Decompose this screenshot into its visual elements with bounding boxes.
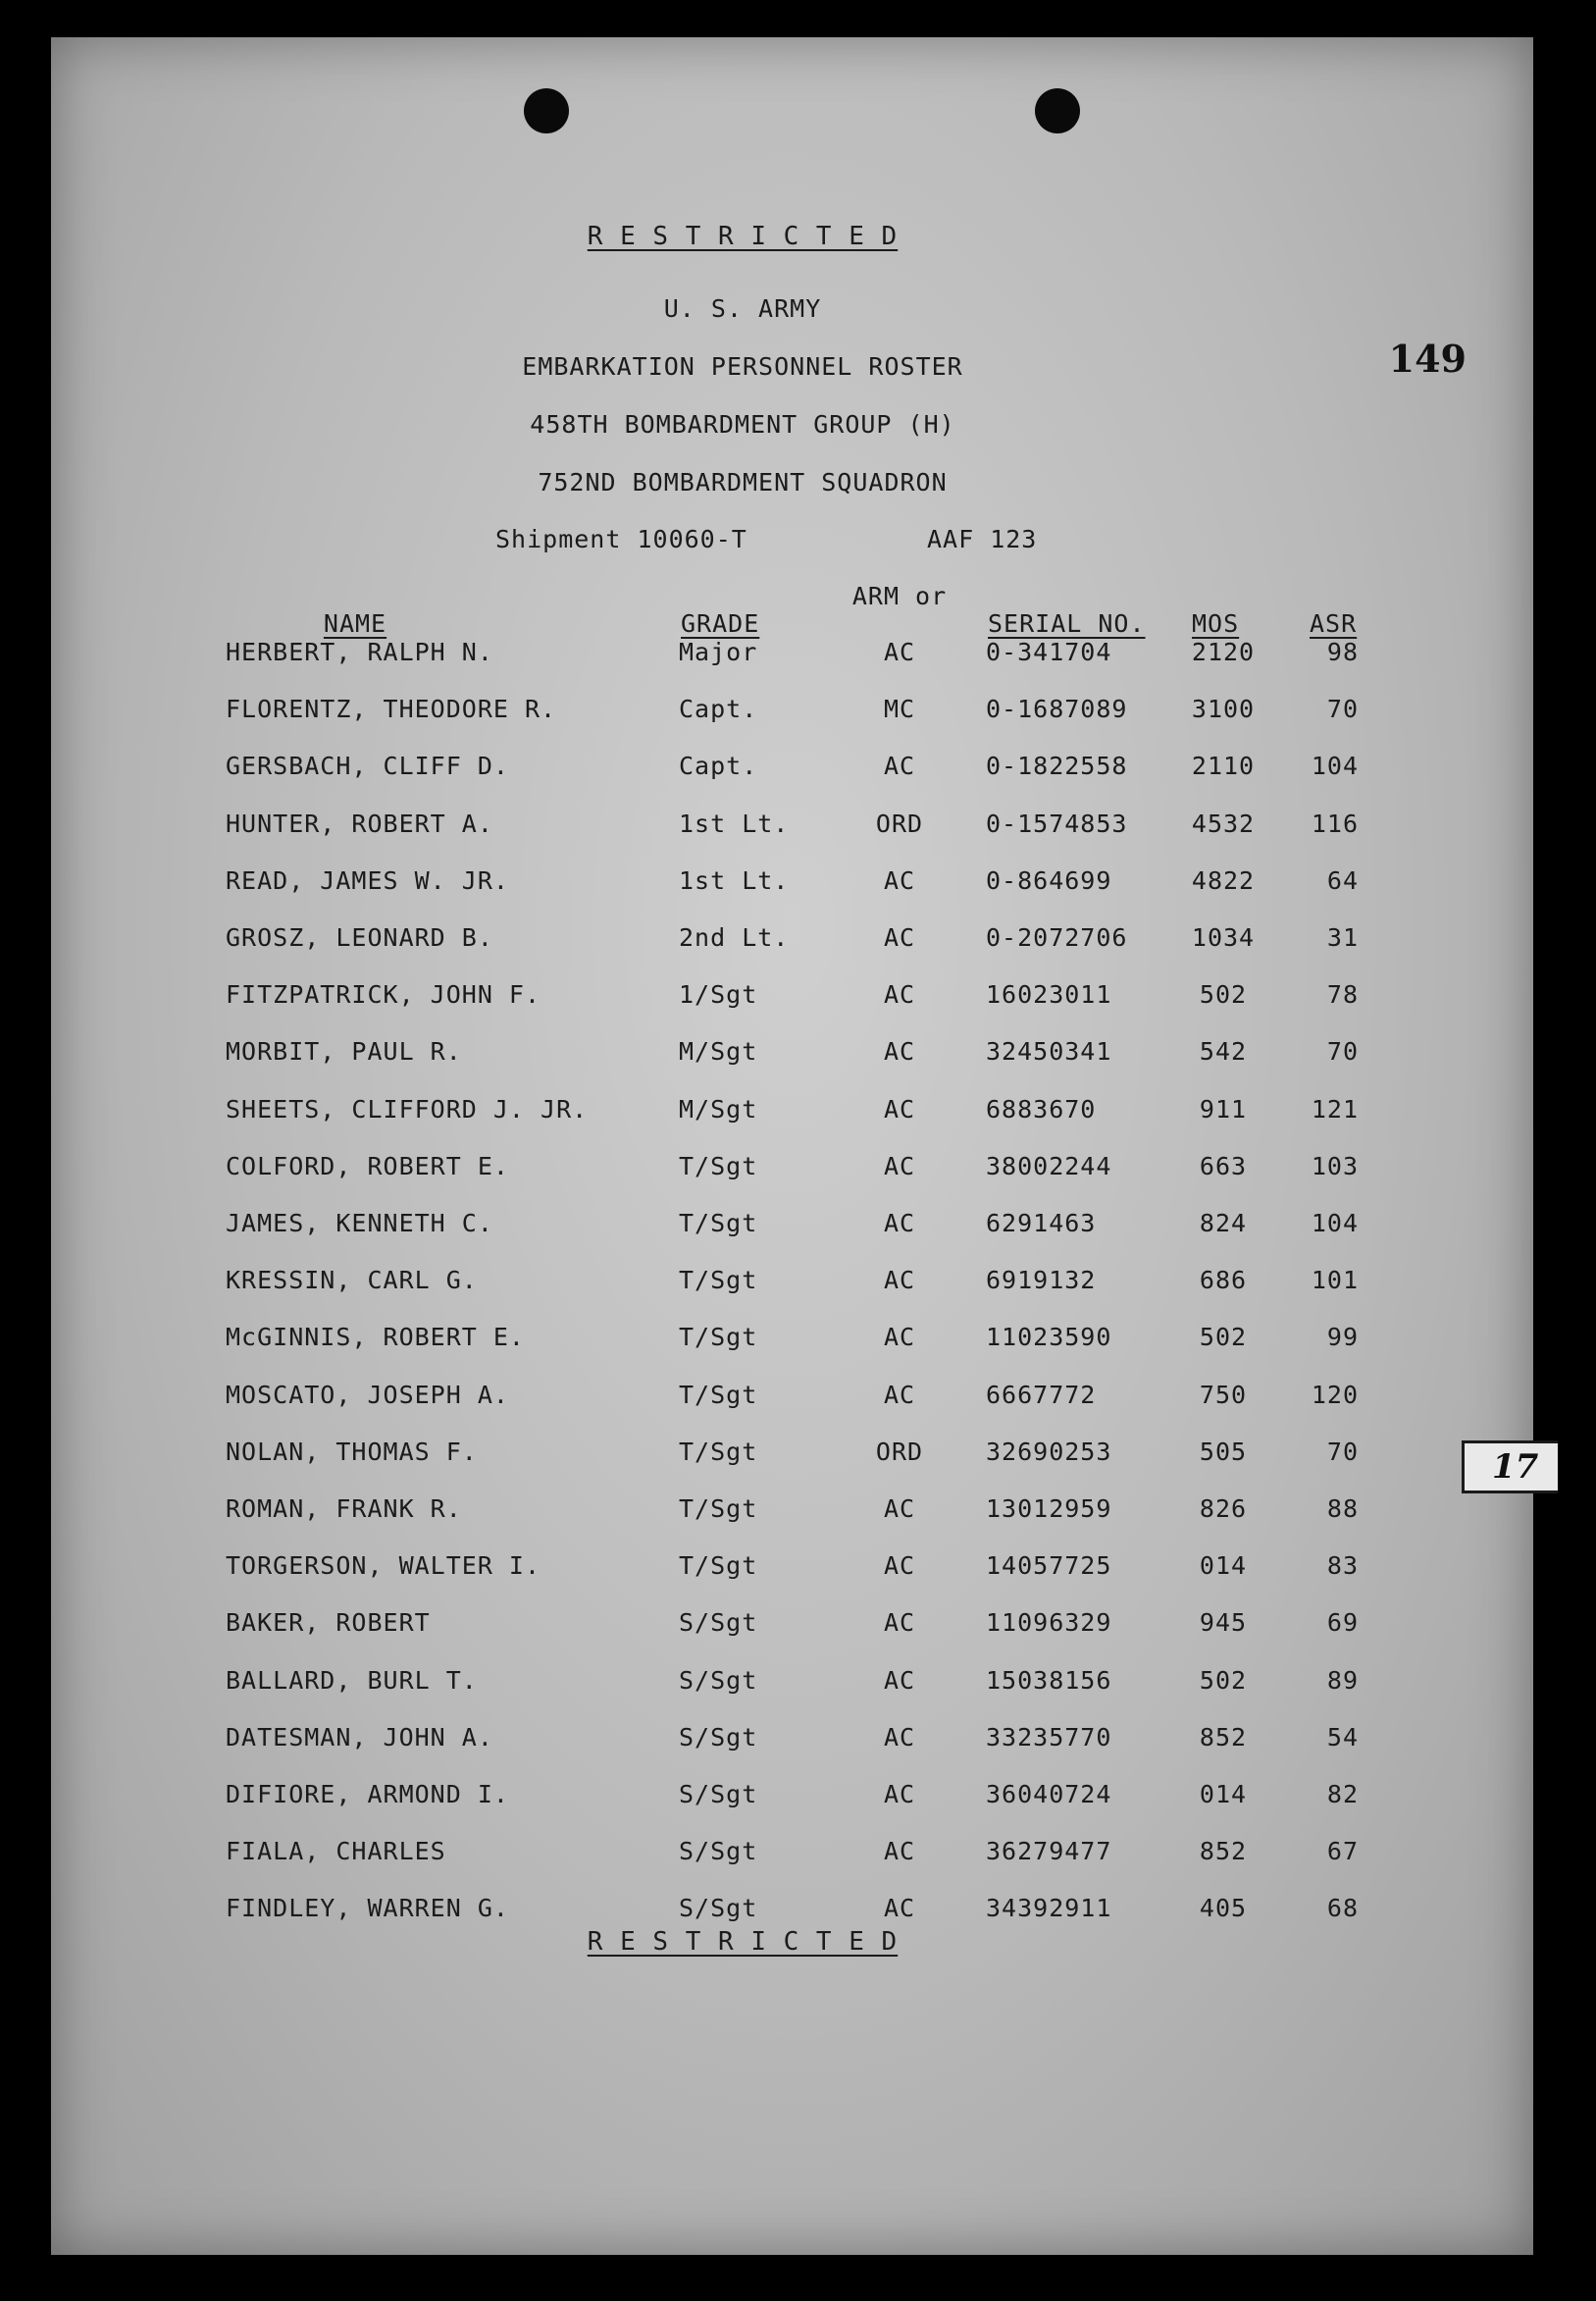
table-row <box>51 1666 1533 1705</box>
cell-service: AC <box>883 1723 916 1752</box>
cell-asr: 104 <box>1311 1209 1359 1237</box>
cell-name: MORBIT, PAUL R. <box>226 1037 462 1066</box>
cell-service: AC <box>883 1323 916 1351</box>
cell-grade: T/Sgt <box>679 1494 758 1523</box>
cell-grade: T/Sgt <box>679 1438 758 1466</box>
cell-name: MOSCATO, JOSEPH A. <box>226 1381 509 1409</box>
classification-top: R E S T R I C T E D <box>587 222 899 251</box>
cell-serial: 34392911 <box>986 1894 1112 1922</box>
cell-service: AC <box>883 1095 916 1124</box>
cell-asr: 103 <box>1311 1152 1359 1180</box>
cell-name: ROMAN, FRANK R. <box>226 1494 462 1523</box>
cell-name: SHEETS, CLIFFORD J. JR. <box>226 1095 589 1124</box>
table-row <box>51 695 1533 734</box>
classification-bottom: R E S T R I C T E D <box>587 1927 899 1957</box>
cell-grade: 1st Lt. <box>679 810 790 838</box>
cell-service: MC <box>883 695 916 723</box>
cell-service: AC <box>883 923 916 952</box>
cell-mos: 852 <box>1199 1837 1248 1865</box>
cell-grade: T/Sgt <box>679 1266 758 1294</box>
org-title: U. S. ARMY <box>663 294 822 323</box>
cell-grade: S/Sgt <box>679 1894 758 1922</box>
cell-serial: 11023590 <box>986 1323 1112 1351</box>
cell-mos: 505 <box>1199 1438 1248 1466</box>
cell-grade: T/Sgt <box>679 1152 758 1180</box>
cell-service: AC <box>883 638 916 666</box>
cell-asr: 83 <box>1326 1551 1359 1580</box>
cell-asr: 104 <box>1311 752 1359 780</box>
index-tab-label: 17 <box>1492 1447 1539 1487</box>
cell-grade: Capt. <box>679 695 758 723</box>
roster-title: EMBARKATION PERSONNEL ROSTER <box>522 352 963 381</box>
cell-service: AC <box>883 866 916 895</box>
page-number: 149 <box>1388 337 1467 381</box>
cell-name: DIFIORE, ARMOND I. <box>226 1780 509 1808</box>
cell-asr: 31 <box>1326 923 1359 952</box>
cell-asr: 64 <box>1326 866 1359 895</box>
cell-serial: 6291463 <box>986 1209 1097 1237</box>
table-row <box>51 1438 1533 1477</box>
col-header-arm: ARM or <box>851 582 948 610</box>
cell-service: ORD <box>875 810 924 838</box>
cell-mos: 2120 <box>1191 638 1256 666</box>
cell-name: TORGERSON, WALTER I. <box>226 1551 541 1580</box>
cell-grade: S/Sgt <box>679 1780 758 1808</box>
cell-mos: 686 <box>1199 1266 1248 1294</box>
cell-mos: 405 <box>1199 1894 1248 1922</box>
table-row <box>51 1323 1533 1362</box>
cell-mos: 502 <box>1199 980 1248 1009</box>
cell-service: AC <box>883 1381 916 1409</box>
cell-grade: Capt. <box>679 752 758 780</box>
cell-name: FITZPATRICK, JOHN F. <box>226 980 541 1009</box>
cell-mos: 750 <box>1199 1381 1248 1409</box>
table-row <box>51 1209 1533 1248</box>
squadron-title: 752ND BOMBARDMENT SQUADRON <box>538 468 948 497</box>
cell-mos: 852 <box>1199 1723 1248 1752</box>
cell-name: GROSZ, LEONARD B. <box>226 923 493 952</box>
col-header-name: NAME <box>323 609 387 638</box>
table-row <box>51 1266 1533 1305</box>
cell-mos: 824 <box>1199 1209 1248 1237</box>
cell-asr: 68 <box>1326 1894 1359 1922</box>
cell-serial: 0-1574853 <box>986 810 1128 838</box>
table-row <box>51 810 1533 849</box>
cell-serial: 13012959 <box>986 1494 1112 1523</box>
cell-mos: 4532 <box>1191 810 1256 838</box>
cell-asr: 54 <box>1326 1723 1359 1752</box>
cell-service: AC <box>883 1152 916 1180</box>
cell-service: ORD <box>875 1438 924 1466</box>
cell-serial: 32450341 <box>986 1037 1112 1066</box>
cell-mos: 945 <box>1199 1608 1248 1637</box>
roster-page <box>51 37 1533 2255</box>
table-row <box>51 923 1533 963</box>
cell-mos: 014 <box>1199 1780 1248 1808</box>
cell-serial: 0-1822558 <box>986 752 1128 780</box>
cell-asr: 78 <box>1326 980 1359 1009</box>
cell-serial: 15038156 <box>986 1666 1112 1695</box>
cell-mos: 502 <box>1199 1323 1248 1351</box>
table-row <box>51 1494 1533 1534</box>
cell-asr: 120 <box>1311 1381 1359 1409</box>
cell-name: BAKER, ROBERT <box>226 1608 431 1637</box>
cell-mos: 911 <box>1199 1095 1248 1124</box>
table-row <box>51 1037 1533 1076</box>
aaf-number: AAF 123 <box>927 525 1038 553</box>
cell-grade: Major <box>679 638 758 666</box>
col-header-grade: GRADE <box>681 609 760 638</box>
cell-name: FLORENTZ, THEODORE R. <box>226 695 557 723</box>
table-row <box>51 1152 1533 1191</box>
cell-service: AC <box>883 1666 916 1695</box>
cell-asr: 70 <box>1326 695 1359 723</box>
cell-name: NOLAN, THOMAS F. <box>226 1438 478 1466</box>
cell-mos: 542 <box>1199 1037 1248 1066</box>
table-row <box>51 1551 1533 1591</box>
cell-service: AC <box>883 1837 916 1865</box>
cell-grade: T/Sgt <box>679 1209 758 1237</box>
cell-name: JAMES, KENNETH C. <box>226 1209 493 1237</box>
cell-name: GERSBACH, CLIFF D. <box>226 752 509 780</box>
cell-name: FINDLEY, WARREN G. <box>226 1894 509 1922</box>
cell-serial: 6883670 <box>986 1095 1097 1124</box>
cell-service: AC <box>883 1780 916 1808</box>
cell-service: AC <box>883 752 916 780</box>
cell-serial: 32690253 <box>986 1438 1112 1466</box>
cell-mos: 4822 <box>1191 866 1256 895</box>
cell-asr: 82 <box>1326 1780 1359 1808</box>
cell-serial: 6667772 <box>986 1381 1097 1409</box>
cell-grade: S/Sgt <box>679 1837 758 1865</box>
cell-grade: T/Sgt <box>679 1381 758 1409</box>
table-row <box>51 1381 1533 1420</box>
cell-asr: 67 <box>1326 1837 1359 1865</box>
cell-asr: 70 <box>1326 1438 1359 1466</box>
table-row <box>51 638 1533 677</box>
cell-grade: 1/Sgt <box>679 980 758 1009</box>
table-row <box>51 1608 1533 1647</box>
table-row <box>51 752 1533 791</box>
cell-service: AC <box>883 1494 916 1523</box>
cell-mos: 502 <box>1199 1666 1248 1695</box>
cell-serial: 36279477 <box>986 1837 1112 1865</box>
cell-service: AC <box>883 1608 916 1637</box>
cell-serial: 33235770 <box>986 1723 1112 1752</box>
cell-service: AC <box>883 1894 916 1922</box>
cell-grade: T/Sgt <box>679 1551 758 1580</box>
cell-serial: 16023011 <box>986 980 1112 1009</box>
col-header-serial: SERIAL NO. <box>988 609 1146 638</box>
cell-serial: 14057725 <box>986 1551 1112 1580</box>
cell-asr: 70 <box>1326 1037 1359 1066</box>
group-title: 458TH BOMBARDMENT GROUP (H) <box>530 410 955 439</box>
cell-asr: 99 <box>1326 1323 1359 1351</box>
cell-asr: 98 <box>1326 638 1359 666</box>
cell-serial: 6919132 <box>986 1266 1097 1294</box>
cell-grade: M/Sgt <box>679 1037 758 1066</box>
cell-serial: 38002244 <box>986 1152 1112 1180</box>
cell-serial: 0-341704 <box>986 638 1112 666</box>
shipment-number: Shipment 10060-T <box>495 525 747 553</box>
cell-grade: S/Sgt <box>679 1723 758 1752</box>
table-row <box>51 1780 1533 1819</box>
cell-asr: 89 <box>1326 1666 1359 1695</box>
cell-name: DATESMAN, JOHN A. <box>226 1723 493 1752</box>
cell-mos: 826 <box>1199 1494 1248 1523</box>
cell-serial: 11096329 <box>986 1608 1112 1637</box>
cell-mos: 2110 <box>1191 752 1256 780</box>
table-row <box>51 866 1533 906</box>
cell-service: AC <box>883 980 916 1009</box>
table-row <box>51 1837 1533 1876</box>
cell-serial: 0-1687089 <box>986 695 1128 723</box>
cell-asr: 69 <box>1326 1608 1359 1637</box>
cell-grade: S/Sgt <box>679 1608 758 1637</box>
cell-service: AC <box>883 1037 916 1066</box>
punch-hole-left <box>524 88 569 133</box>
punch-hole-right <box>1035 88 1080 133</box>
cell-service: AC <box>883 1551 916 1580</box>
cell-name: McGINNIS, ROBERT E. <box>226 1323 525 1351</box>
cell-name: BALLARD, BURL T. <box>226 1666 478 1695</box>
cell-mos: 014 <box>1199 1551 1248 1580</box>
cell-service: AC <box>883 1266 916 1294</box>
table-row <box>51 980 1533 1020</box>
cell-grade: 1st Lt. <box>679 866 790 895</box>
cell-asr: 116 <box>1311 810 1359 838</box>
cell-asr: 121 <box>1311 1095 1359 1124</box>
table-row <box>51 1723 1533 1762</box>
cell-name: HERBERT, RALPH N. <box>226 638 493 666</box>
col-header-asr: ASR <box>1310 609 1358 638</box>
cell-name: KRESSIN, CARL G. <box>226 1266 478 1294</box>
cell-serial: 36040724 <box>986 1780 1112 1808</box>
cell-grade: 2nd Lt. <box>679 923 790 952</box>
cell-grade: T/Sgt <box>679 1323 758 1351</box>
cell-name: FIALA, CHARLES <box>226 1837 446 1865</box>
col-header-mos: MOS <box>1192 609 1240 638</box>
cell-grade: S/Sgt <box>679 1666 758 1695</box>
cell-serial: 0-2072706 <box>986 923 1128 952</box>
cell-name: HUNTER, ROBERT A. <box>226 810 493 838</box>
index-tab <box>1462 1440 1558 1493</box>
cell-serial: 0-864699 <box>986 866 1112 895</box>
cell-mos: 1034 <box>1191 923 1256 952</box>
cell-name: READ, JAMES W. JR. <box>226 866 509 895</box>
cell-mos: 3100 <box>1191 695 1256 723</box>
cell-asr: 88 <box>1326 1494 1359 1523</box>
table-row <box>51 1095 1533 1134</box>
cell-service: AC <box>883 1209 916 1237</box>
cell-mos: 663 <box>1199 1152 1248 1180</box>
cell-grade: M/Sgt <box>679 1095 758 1124</box>
cell-name: COLFORD, ROBERT E. <box>226 1152 509 1180</box>
cell-asr: 101 <box>1311 1266 1359 1294</box>
